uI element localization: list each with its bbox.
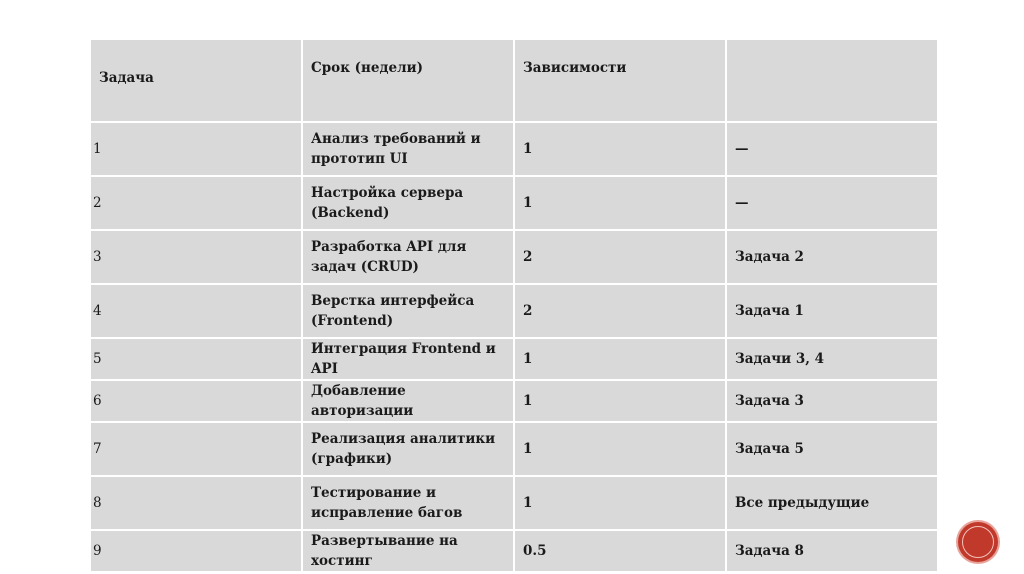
task-weeks: 2 [515,231,725,283]
header-dependencies: Зависимости [515,40,725,121]
table-row [91,285,937,337]
table-row [91,339,937,379]
task-dependencies: — [727,177,937,229]
table-row [91,123,937,175]
table-row [91,381,937,421]
task-dependencies: Задача 3 [727,381,937,421]
task-dependencies: Задача 2 [727,231,937,283]
task-weeks: 1 [515,423,725,475]
header-task: Задача [91,40,301,121]
task-name: Добавление авторизации [303,381,513,421]
task-weeks: 1 [515,477,725,529]
task-weeks: 2 [515,285,725,337]
task-weeks: 1 [515,339,725,379]
table-row [91,477,937,529]
task-name: Тестирование и исправление багов [303,477,513,529]
task-number: 5 [91,339,301,379]
task-dependencies: Задача 5 [727,423,937,475]
task-name: Интеграция Frontend и API [303,339,513,379]
task-number: 8 [91,477,301,529]
task-number: 1 [91,123,301,175]
task-name: Разработка API для задач (CRUD) [303,231,513,283]
task-dependencies: Задача 8 [727,531,937,571]
task-name: Настройка сервера (Backend) [303,177,513,229]
task-name: Анализ требований и прототип UI [303,123,513,175]
task-dependencies: Задача 1 [727,285,937,337]
task-number: 2 [91,177,301,229]
table-row [91,177,937,229]
task-number: 6 [91,381,301,421]
slide-number-badge-icon [958,522,998,562]
task-weeks: 0.5 [515,531,725,571]
task-weeks: 1 [515,177,725,229]
table-row [91,231,937,283]
table-row [91,423,937,475]
task-name: Развертывание на хостинг [303,531,513,571]
task-dependencies: Все предыдущие [727,477,937,529]
task-weeks: 1 [515,123,725,175]
header-weeks: Срок (недели) [303,40,513,121]
task-dependencies: Задачи 3, 4 [727,339,937,379]
header-empty [727,40,937,121]
task-number: 7 [91,423,301,475]
task-dependencies: — [727,123,937,175]
table-header-row [91,40,937,121]
table-row [91,531,937,571]
task-number: 3 [91,231,301,283]
task-name: Реализация аналитики (графики) [303,423,513,475]
task-name: Верстка интерфейса (Frontend) [303,285,513,337]
task-number: 4 [91,285,301,337]
task-schedule-table [89,38,939,573]
task-number: 9 [91,531,301,571]
task-weeks: 1 [515,381,725,421]
